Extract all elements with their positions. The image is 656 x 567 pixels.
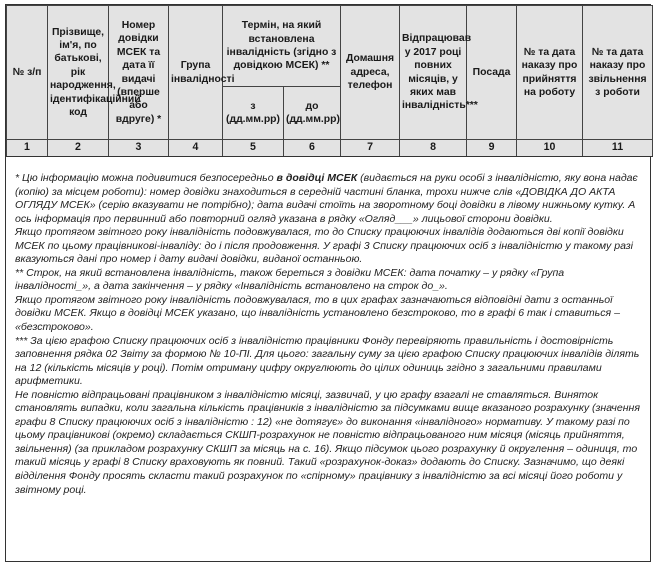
note-partial-months: Не повністю відпрацьовані працівником з інвалідністю місяці, зазвичай, у цю графу взагалі не ставляться. Виняток становлять випадки, коли загальна кількість працівників з інвалідністю за підсумками вище вказаного розрахунку (значення графи 8 Списку працюючих осіб з інвалідністю : 12) «не дотягує» до виконання «інвалідного» нормативу. У такому разі по цьому працівникові (окремо) складається СКШП-розрахунок не повністю відпрацьованого ним місяця (місяць прийняття, звільнення) (за прикладом розрахунку СКШП за місяць на с. 16). Якщо підсумок цього розрахунку й округлення – одиниця, то такий місяць у графі 8 Списку враховують як повний. Такий «розрахунок-доказ» додають до Списку. Зазначимо, що деякі відділення Фонду просять скласти такий розрахунок по «спірному» працівнику з інвалідністю за всі місяці його роботи у звітному році. <box>15 388 640 496</box>
column-number: 9 <box>467 140 517 157</box>
header-address: Домашня адреса, телефон <box>341 6 400 140</box>
header-from: з (дд.мм.рр) <box>223 87 284 140</box>
column-number: 11 <box>583 140 653 157</box>
header-term: Термін, на який встановлена інвалідність (згідно з довідкою МСЕК) ** <box>223 6 341 87</box>
note-worked-months: *** За цією графою Списку працюючих осіб з інвалідністю працівники Фонду перевіряють правильність і достовірність заповнення рядка 02 Звіту за формою № 10-ПІ. Для цього: загальну суму за цією графою Списку працюючих інвалідів ділять на 12 (кількість місяців у році). Потім отриману цифру округлюють до цілих одиниць згідно з загальними правилами арифметики. <box>15 334 640 388</box>
footnotes <box>6 157 650 497</box>
column-number: 5 <box>223 140 284 157</box>
header-fire-order: № та дата наказу про звільнення з роботи <box>583 6 653 140</box>
header-name: Прізвище, ім'я, по батькові, рік народження, ідентифікаційний код <box>48 6 109 140</box>
column-number: 2 <box>48 140 109 157</box>
column-numbers-row <box>7 140 653 157</box>
employees-table <box>6 5 653 157</box>
column-number: 1 <box>7 140 48 157</box>
header-msek: Номер довідки МСЕК та дата її видачі (вперше або вдруге) * <box>109 6 169 140</box>
document-frame <box>5 4 651 562</box>
column-number: 4 <box>169 140 223 157</box>
column-number: 3 <box>109 140 169 157</box>
header-num: № з/п <box>7 6 48 140</box>
note-msek: * Цю інформацію можна подивитися безпосередньо в довідці МСЕК (видається на руки особі з інвалідністю, яку вона надає (копію) за місцем роботи): номер довідки знаходиться в середній частині бланка, трохи нижче слів «ДОВІДКА ДО АКТА ОГЛЯДУ МСЕК» (серію вказувати не потрібно); дата видачі стоїть на зворотному боці довідки в лівому нижньому кутку. А ось інформація про первинний або повторний огляд указана в рядку «Огляд___» лицьової сторони довідки. <box>15 172 638 225</box>
column-number: 8 <box>400 140 467 157</box>
column-number: 7 <box>341 140 400 157</box>
header-to: до (дд.мм.рр) <box>284 87 341 140</box>
column-number: 10 <box>517 140 583 157</box>
header-group: Група інвалідності <box>169 6 223 140</box>
msek-emphasis: в довідці МСЕК <box>276 172 358 184</box>
header-worked: Відпрацював у 2017 році повних місяців, у яких мав інвалідність*** <box>400 6 467 140</box>
note-term-extension: Якщо протягом звітного року інвалідність подовжувалася, то в цих графах зазначаються відповідні дати з останньої довідки МСЕК. Якщо в довідці МСЕК указано, що інвалідність установлено безстроково, то в графі 6 так і ставиться – «безстроково». <box>15 293 620 334</box>
header-position: Посада <box>467 6 517 140</box>
note-extension: Якщо протягом звітного року інвалідність подовжувалася, то до Списку працюючих інвалідів додаються дві копії довідки МСЕК по цьому працівникові-інваліду: до і після продовження. У графі 3 Списку працюючих осіб з інвалідністю у такому разі вказуються дані про номер і дату видачі довідки, виданої останньою. <box>15 226 633 266</box>
note-term: ** Строк, на який встановлена інвалідність, також береться з довідки МСЕК: дата початку – у рядку «Група інвалідності_», а дата закінчення – у рядку «Інвалідність встановлено на строк до_». <box>15 266 565 293</box>
column-number: 6 <box>284 140 341 157</box>
header-hire-order: № та дата наказу про прийняття на роботу <box>517 6 583 140</box>
